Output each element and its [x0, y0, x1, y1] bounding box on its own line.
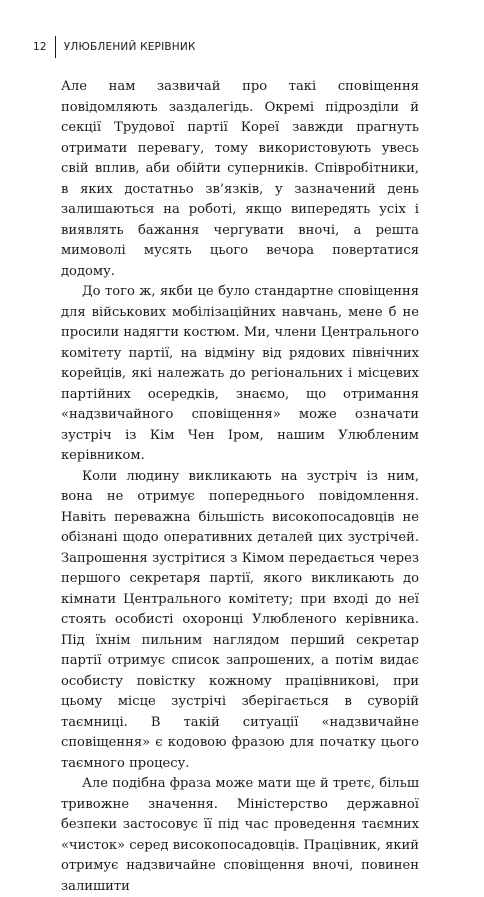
paragraph-4: Але подібна фраза може мати ще й третє, більш тривожне значення. Міністерство державної безпеки застосовує її під час проведення таємних «чисток» серед високопосадовців. Працівник, який отримує надзвичайне сповіщення вночі, повинен залишити	[61, 776, 419, 894]
body-text	[61, 77, 419, 897]
paragraph-1: Але нам зазвичай про такі сповіщення повідомляють заздалегідь. Окремі підрозділи й секції Трудової партії Кореї завжди прагнуть отримати перевагу, тому використовують увесь свій вплив, аби обійти суперників. Співробітники, в яких достатньо зв’язків, у зазначений день залишаються на роботі, якщо випередять усіх і виявлять бажання чергувати вночі, а решта мимоволі мусять цього вечора повертатися додому.	[61, 79, 419, 279]
page-number: 12	[33, 41, 47, 53]
paragraph-3: Коли людину викликають на зустріч із ним, вона не отримує попереднього повідомлення. Навіть переважна більшість високопосадовців не обізнані щодо оперативних деталей цих зустрічей. Запрошення зустрітися з Кімом передається через першого секретаря партії, якого викликають до кімнати Центрального комітету; при вході до неї стоять особисті охоронці Улюбленого керівника. Під їхнім пильним наглядом перший секретар партії отримує список запрошених, а потім видає особисту повістку кожному працівникові, при цьому місце зустрічі зберігається в суворій таємниці. В такій ситуації «надзвичайне сповіщення» є кодовою фразою для початку цього таємного процесу.	[61, 468, 419, 771]
header-divider	[55, 36, 56, 58]
running-title: УЛЮБЛЕНИЙ КЕРІВНИК	[63, 41, 196, 53]
paragraph-2: До того ж, якби це було стандартне сповіщення для військових мобілізаційних навчань, мене б не просили надягти костюм. Ми, члени Центрального комітету партії, на відміну від рядових північних корейців, які належать до регіональних і місцевих партійних осередків, знаємо, що отримання «надзвичайного сповіщення» може означати зустріч із Кім Чен Іром, нашим Улюбленим керівником.	[61, 284, 419, 463]
running-head	[33, 36, 196, 58]
